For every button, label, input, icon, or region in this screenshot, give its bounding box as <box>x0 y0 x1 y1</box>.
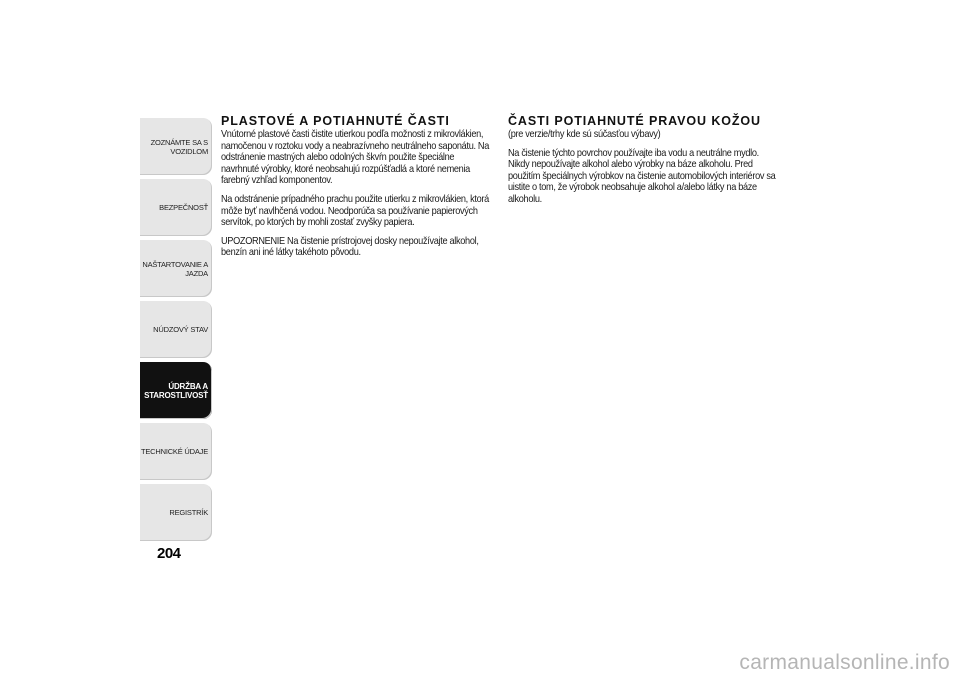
tab-label: REGISTRÍK <box>169 508 208 517</box>
section-leather-parts <box>508 114 780 213</box>
paragraph: Vnútorné plastové časti čistite utierkou podľa možnosti z mikrovlákien, namočenou v roztoku vody a neabrazívneho neutrálneho saponátu. Na odstránenie mastných alebo odolných škvŕn použite špeciálne navrhnuté výrobky, ktoré neobsahujú rozpúšťadlá a ktoré nemenia farebný vzhľad komponentov. <box>221 129 490 187</box>
tab-nastartovanie-a-jazda[interactable] <box>140 240 212 297</box>
tab-label: NÚDZOVÝ STAV <box>153 325 208 334</box>
paragraph: Na odstránenie prípadného prachu použite utierku z mikrovlákien, ktorá môže byť navlhčená vodou. Neodporúča sa používanie papierových servítok, po ktorých by mohli zostať zvyšky papiera. <box>221 193 489 229</box>
page-number: 204 <box>157 545 181 562</box>
section-heading: ČASTI POTIAHNUTÉ PRAVOU KOŽOU <box>508 114 761 128</box>
tab-registrik[interactable] <box>140 484 212 541</box>
section-plastic-parts <box>221 114 493 266</box>
tab-zoznamte-sa-s-vozidlom[interactable] <box>140 118 212 175</box>
tab-label: NAŠTARTOVANIE A JAZDA <box>142 259 208 278</box>
paragraph: Na čistenie týchto povrchov používajte iba vodu a neutrálne mydlo. Nikdy nepoužívajte alkohol alebo výrobky na báze alkoholu. Pred použitím špeciálnych výrobkov na čistenie automobilových interiérov sa uistite o tom, že výrobok neobsahuje alkohol a/alebo látky na báze alkoholu. <box>508 147 776 205</box>
tab-udrzba-a-starostlivost[interactable] <box>140 362 212 419</box>
warning-paragraph: UPOZORNENIE Na čistenie prístrojovej dosky nepoužívajte alkohol, benzín ani iné látky takéhoto pôvodu. <box>221 235 479 259</box>
tab-label: ÚDRŽBA A STAROSTLIVOSŤ <box>144 381 208 400</box>
tab-label: ZOZNÁMTE SA S VOZIDLOM <box>150 137 208 156</box>
tab-label: TECHNICKÉ ÚDAJE <box>140 447 208 456</box>
tab-label: BEZPEČNOSŤ <box>159 203 208 212</box>
watermark: carmanualsonline.info <box>739 651 950 674</box>
tab-technicke-udaje[interactable] <box>140 423 212 480</box>
section-heading: PLASTOVÉ A POTIAHNUTÉ ČASTI <box>221 114 450 128</box>
tab-bezpecnost[interactable] <box>140 179 212 236</box>
tab-nudzovy-stav[interactable] <box>140 301 212 358</box>
version-note: (pre verzie/trhy kde sú súčasťou výbavy) <box>508 129 661 140</box>
